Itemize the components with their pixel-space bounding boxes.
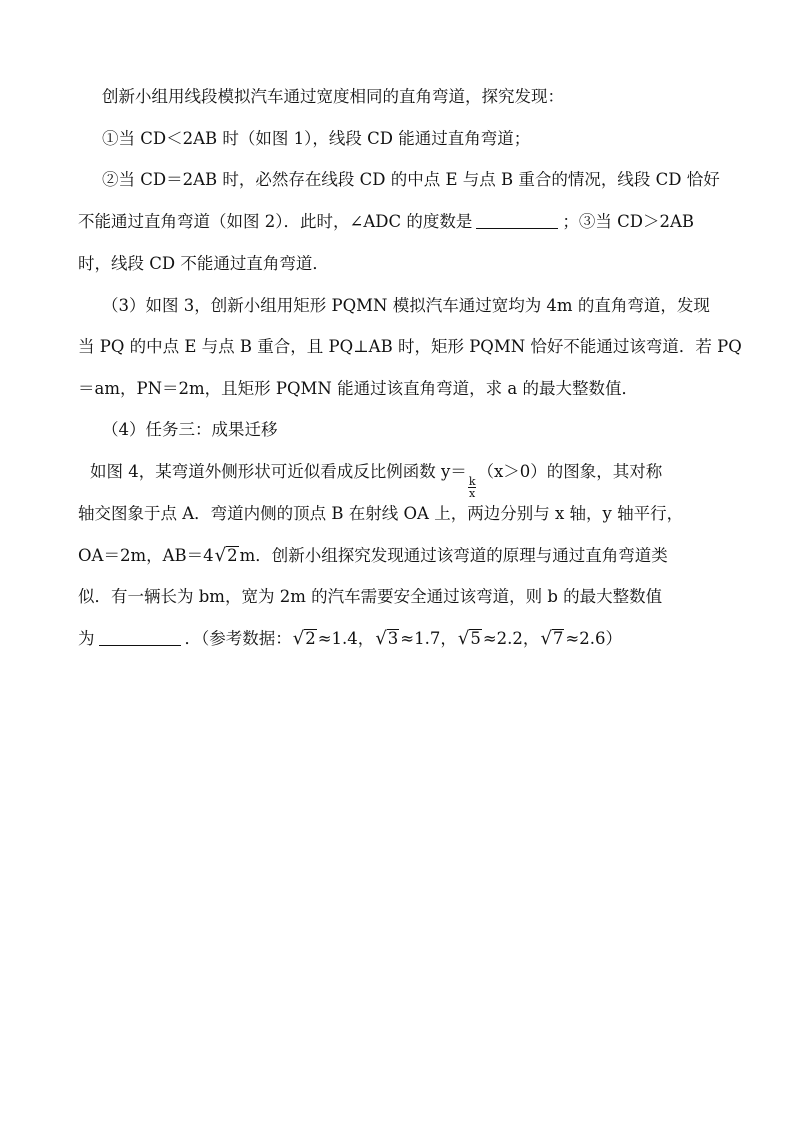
question-4-text-2: 轴交图象于点 A．弯道内侧的顶点 B 在射线 OA 上，两边分别与 x 轴，y 轴平行， <box>78 504 684 523</box>
question-4-heading: （4）任务三：成果迁移 <box>102 420 278 439</box>
fraction-k-over-x <box>468 476 477 499</box>
sqrt-3-ref: √ 3 <box>375 628 399 649</box>
question-4-text-3a: OA＝2m，AB＝4 <box>78 546 214 565</box>
answer-blank-angle <box>476 214 558 229</box>
paragraph-intro: 创新小组用线段模拟汽车通过宽度相同的直角弯道，探究发现： <box>102 87 564 106</box>
finding-2-text: 不能通过直角弯道（如图 2）．此时，∠ADC 的度数是 <box>78 212 473 231</box>
question-3: （3）如图 3，创新小组用矩形 PQMN 模拟汽车通过宽均为 4m 的直角弯道，发现 <box>102 296 710 315</box>
question-4-text-3 <box>78 544 668 568</box>
fraction-numerator: k <box>468 475 476 488</box>
finding-3-cont: 时，线段 CD 不能通过直角弯道． <box>78 254 329 273</box>
sqrt-2: √ 2 <box>214 545 238 566</box>
question-3-cont-2: ＝am，PN＝2m，且矩形 PQMN 能通过该直角弯道，求 a 的最大整数值． <box>78 379 638 398</box>
answer-blank-b <box>99 631 181 646</box>
finding-2-cont <box>78 210 694 234</box>
finding-1: ①当 CD＜2AB 时（如图 1），线段 CD 能通过直角弯道； <box>102 129 531 148</box>
question-4-text-1b: （x＞0）的图象，其对称 <box>477 462 663 481</box>
finding-3-text: ；③当 CD＞2AB <box>562 212 694 231</box>
sqrt-7-ref: √ 7 <box>540 628 564 649</box>
fraction-denominator: x <box>469 487 476 500</box>
question-4-text-4: 似．有一辆长为 bm，宽为 2m 的汽车需要安全通过该弯道，则 b 的最大整数值 <box>78 587 663 606</box>
question-4-text-1 <box>90 460 662 499</box>
sqrt-5-ref: √ 5 <box>457 628 481 649</box>
question-4-text-1a: 如图 4，某弯道外侧形状可近似看成反比例函数 y＝ <box>90 462 467 481</box>
finding-2: ②当 CD＝2AB 时，必然存在线段 CD 的中点 E 与点 B 重合的情况，线段 CD 恰好 <box>102 170 720 189</box>
question-3-cont-1: 当 PQ 的中点 E 与点 B 重合，且 PQ⊥AB 时，矩形 PQMN 恰好不能通过该弯道．若 PQ <box>78 337 742 356</box>
reference-data-label: ．（参考数据： <box>184 629 292 648</box>
question-4-text-5a: 为 <box>78 629 95 648</box>
question-4-text-5: 为 ．（参考数据： √ 2 ≈1.4， √ 3 ≈1.7， √ 5 ≈2.2， √ 7 ≈2.6） <box>78 628 622 649</box>
question-4-text-3b: m．创新小组探究发现通过该弯道的原理与通过直角弯道类 <box>239 546 668 565</box>
sqrt-2-ref: √ 2 <box>292 628 316 649</box>
